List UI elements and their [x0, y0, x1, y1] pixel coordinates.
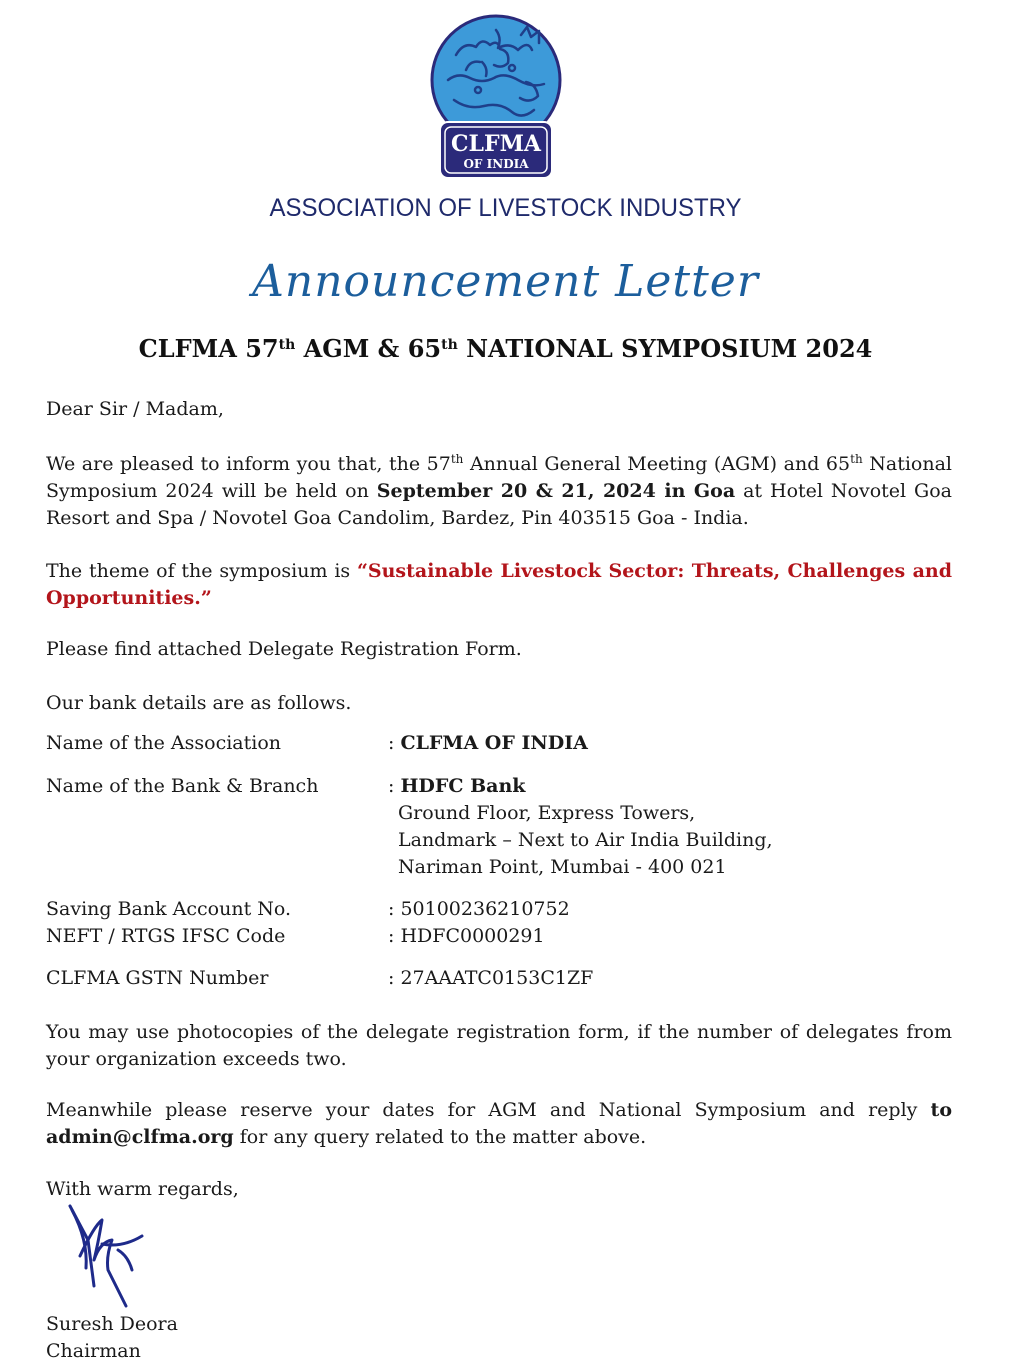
paragraph-event-info: We are pleased to inform you that, the 57th Annual General Meeting (AGM) and 65th National Symposium 2024 will be held on September 20 & 21, 2024 in Goa at Hotel Novotel Goa Resort and Spa / Novotel Goa Candolim, Bardez, Pin 403515 Goa - India. [46, 452, 952, 529]
logo-emblem [426, 10, 566, 182]
paragraph-reserve-dates: Meanwhile please reserve your dates for AGM and National Symposium and reply to admin@clfma.org for any query related to the matter above. [46, 1099, 952, 1148]
bank-label: Name of the Bank & Branch [46, 775, 319, 797]
account-label: Saving Bank Account No. [46, 898, 292, 920]
svg-text:OF INDIA: OF INDIA [463, 157, 529, 171]
clfma-logo [426, 10, 566, 182]
theme-text: “Sustainable Livestock Sector: Threats, Challenges and Opportunities.” [46, 560, 952, 609]
salutation: Dear Sir / Madam, [46, 398, 224, 420]
closing: With warm regards, [46, 1178, 239, 1200]
bank-address-line-3: Nariman Point, Mumbai - 400 021 [398, 856, 727, 878]
paragraph-bank-intro: Our bank details are as follows. [46, 692, 352, 714]
account-value: : 50100236210752 [388, 898, 570, 920]
event-title: CLFMA 57th AGM & 65th NATIONAL SYMPOSIUM 2024 [138, 334, 873, 363]
org-name: ASSOCIATION OF LIVESTOCK INDUSTRY [269, 194, 742, 222]
signature [58, 1200, 168, 1310]
event-dates: September 20 & 21, 2024 in Goa [376, 480, 736, 502]
svg-text:CLFMA: CLFMA [450, 131, 542, 157]
signature-mark [58, 1200, 168, 1310]
paragraph-registration: Please find attached Delegate Registration Form. [46, 638, 522, 660]
assoc-label: Name of the Association [46, 732, 282, 754]
assoc-value: : CLFMA OF INDIA [388, 732, 588, 754]
signer-title: Chairman [46, 1340, 141, 1362]
bank-value: : HDFC Bank [388, 775, 526, 797]
signer-name: Suresh Deora [46, 1313, 178, 1335]
gstn-value: : 27AAATC0153C1ZF [388, 967, 594, 989]
announcement-title: Announcement Letter [252, 256, 759, 307]
paragraph-theme: The theme of the symposium is “Sustainable Livestock Sector: Threats, Challenges and Opportunities.” [46, 560, 952, 609]
ifsc-value: : HDFC0000291 [388, 925, 545, 947]
contact-email: to admin@clfma.org [46, 1099, 952, 1148]
paragraph-photocopies: You may use photocopies of the delegate registration form, if the number of delegates from your organization exceeds two. [46, 1021, 952, 1070]
bank-address-line-2: Landmark – Next to Air India Building, [398, 829, 773, 851]
ifsc-label: NEFT / RTGS IFSC Code [46, 925, 286, 947]
bank-address-line-1: Ground Floor, Express Towers, [398, 802, 696, 824]
gstn-label: CLFMA GSTN Number [46, 967, 269, 989]
